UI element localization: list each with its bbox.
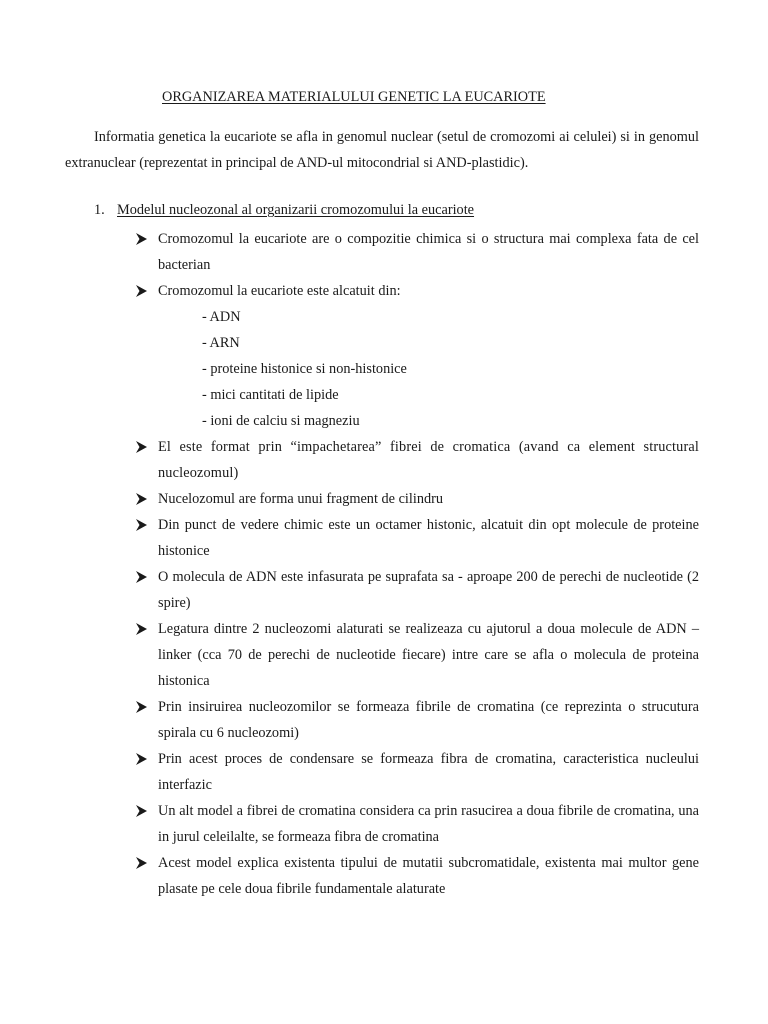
list-item: Prin insiruirea nucleozomilor se formeaza fibrile de cromatina (ce reprezinta o strucutura spirala cu 6 nucleozomi) <box>135 694 699 746</box>
arrowhead-bullet-icon <box>135 694 153 720</box>
arrowhead-bullet-icon <box>135 616 153 642</box>
component-item: - ARN <box>202 335 240 351</box>
document-title: ORGANIZAREA MATERIALULUI GENETIC LA EUCARIOTE <box>162 89 546 105</box>
component-item: - proteine histonice si non-histonice <box>202 361 407 377</box>
list-item: Din punct de vedere chimic este un octamer histonic, alcatuit din opt molecule de proteine histonice <box>135 512 699 564</box>
intro-paragraph: Informatia genetica la eucariote se afla in genomul nuclear (setul de cromozomi ai celulei) si in genomul extranuclear (reprezentat in principal de AND-ul mitocondrial si AND-plastidic). <box>65 129 699 171</box>
section-number: 1. <box>94 202 105 218</box>
list-item: El este format prin “impachetarea” fibrei de cromatica (avand ca element structural nucleozomul) <box>135 434 699 486</box>
component-item: - ADN <box>202 309 241 325</box>
list-item: O molecula de ADN este infasurata pe suprafata sa - aproape 200 de perechi de nucleotide (2 spire) <box>135 564 699 616</box>
section-heading-text: Modelul nucleozonal al organizarii cromozomului la eucariote <box>117 202 475 218</box>
component-item: - mici cantitati de lipide <box>202 387 339 403</box>
section-heading <box>94 202 474 219</box>
components-list <box>158 304 699 434</box>
bullet-list <box>135 226 699 902</box>
arrowhead-bullet-icon <box>135 512 153 538</box>
arrowhead-bullet-icon <box>135 564 153 590</box>
arrowhead-bullet-icon <box>135 850 153 876</box>
arrowhead-bullet-icon <box>135 434 153 460</box>
arrowhead-bullet-icon <box>135 746 153 772</box>
list-item: Prin acest proces de condensare se formeaza fibra de cromatina, caracteristica nucleului interfazic <box>135 746 699 798</box>
arrowhead-bullet-icon <box>135 226 153 252</box>
arrowhead-bullet-icon <box>135 278 153 304</box>
arrowhead-bullet-icon <box>135 486 153 512</box>
list-item: Un alt model a fibrei de cromatina considera ca prin rasucirea a doua fibrile de cromatina, una in jurul celeilalte, se formeaza fibra de cromatina <box>135 798 699 850</box>
list-item: Nucelozomul are forma unui fragment de cilindru <box>135 486 699 512</box>
arrowhead-bullet-icon <box>135 798 153 824</box>
list-item: Cromozomul la eucariote este alcatuit din: - ADN - ARN - proteine histonice si non-histonice - mici cantitati de lipide - ioni de calciu si magneziu <box>135 278 699 434</box>
list-item: Legatura dintre 2 nucleozomi alaturati se realizeaza cu ajutorul a doua molecule de ADN – linker (cca 70 de perechi de nucleotide fiecare) intre care se afla o molecula de proteina histonica <box>135 616 699 694</box>
list-item: Cromozomul la eucariote are o compozitie chimica si o structura mai complexa fata de cel bacterian <box>135 226 699 278</box>
list-item: Acest model explica existenta tipului de mutatii subcromatidale, existenta mai multor gene plasate pe cele doua fibrile fundamentale alaturate <box>135 850 699 902</box>
component-item: - ioni de calciu si magneziu <box>202 413 360 429</box>
